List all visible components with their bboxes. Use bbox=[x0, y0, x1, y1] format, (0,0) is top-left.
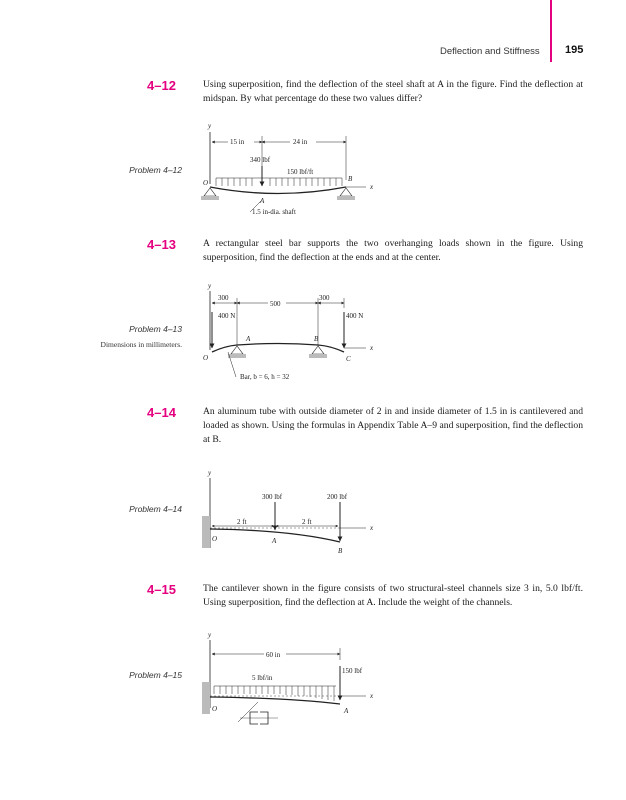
load-340lbf: 340 lbf bbox=[250, 156, 271, 164]
point-b-label: B bbox=[314, 335, 319, 343]
dim-15in: 15 in bbox=[230, 138, 245, 146]
problem-4-13-text: A rectangular steel bar supports the two overhanging loads shown in the figure. Using superposition, find the deflection at the ends and at the center. bbox=[203, 238, 583, 263]
x-axis-label: x bbox=[370, 183, 374, 191]
problem-4-14-text: An aluminum tube with outside diameter of 2 in and inside diameter of 1.5 in is cantilevered and loaded as shown. Using the formulas in Appendix Table A–9 and superposition, find the deflection at B. bbox=[203, 406, 583, 445]
dim-300-right: 300 bbox=[319, 294, 330, 302]
point-a-label: A bbox=[344, 707, 349, 715]
dist-load-label: 5 lbf/in bbox=[252, 674, 273, 682]
page-number: 195 bbox=[565, 44, 584, 56]
origin-label: O bbox=[212, 535, 218, 543]
point-a-label: A bbox=[260, 197, 265, 205]
point-c-label: C bbox=[346, 355, 351, 363]
dim-500: 500 bbox=[270, 300, 281, 308]
dim-60in: 60 in bbox=[266, 651, 281, 659]
problem-4-15-label: Problem 4–15 bbox=[129, 670, 182, 680]
point-a-label: A bbox=[246, 335, 251, 343]
dim-2ft-right: 2 ft bbox=[302, 518, 312, 526]
origin-label: O bbox=[203, 179, 209, 187]
x-axis-label: x bbox=[370, 344, 374, 352]
problem-4-13-sublabel: Dimensions in millimeters. bbox=[100, 340, 182, 349]
origin-label: O bbox=[203, 354, 209, 362]
problem-4-15-number: 4–15 bbox=[147, 582, 176, 597]
point-b-label: B bbox=[338, 547, 343, 555]
load-left-label: 400 N bbox=[218, 312, 236, 320]
shaft-label: 1.5 in-dia. shaft bbox=[252, 208, 296, 216]
problem-4-12-label: Problem 4–12 bbox=[129, 165, 182, 175]
load-300lbf: 300 lbf bbox=[262, 493, 283, 501]
y-axis-label: y bbox=[208, 282, 212, 290]
x-axis-label: x bbox=[370, 692, 374, 700]
dim-24in: 24 in bbox=[293, 138, 308, 146]
problem-4-15-text: The cantilever shown in the figure consists of two structural-steel channels size 3 in, 5.0 lbf/ft. Using superposition, find the deflection at A. Include the weight of the channels. bbox=[203, 583, 583, 608]
dist-load-label: 150 lbf/ft bbox=[287, 168, 314, 176]
wall bbox=[202, 682, 210, 714]
point-a-label: A bbox=[272, 537, 277, 545]
deflected-beam bbox=[210, 697, 340, 704]
problem-4-14-label: Problem 4–14 bbox=[129, 504, 182, 514]
y-axis-label: y bbox=[208, 631, 212, 639]
y-axis-label: y bbox=[208, 469, 212, 477]
origin-label: O bbox=[212, 705, 218, 713]
problem-4-13-number: 4–13 bbox=[147, 237, 176, 252]
running-head-title: Deflection and Stiffness bbox=[440, 46, 540, 57]
x-axis-label: x bbox=[370, 524, 374, 532]
y-axis-label: y bbox=[208, 122, 212, 130]
load-right-label: 400 N bbox=[346, 312, 364, 320]
point-b-label: B bbox=[348, 175, 353, 183]
problem-4-12-number: 4–12 bbox=[147, 78, 176, 93]
bar-label: Bar, b = 6, h = 32 bbox=[240, 373, 290, 381]
problem-4-13-label: Problem 4–13 bbox=[129, 324, 182, 334]
dim-300-left: 300 bbox=[218, 294, 229, 302]
channel-section-icon bbox=[240, 712, 278, 724]
load-200lbf: 200 lbf bbox=[327, 493, 348, 501]
dim-2ft-left: 2 ft bbox=[237, 518, 247, 526]
problem-4-14-number: 4–14 bbox=[147, 405, 176, 420]
load-150lbf: 150 lbf bbox=[342, 667, 363, 675]
problem-4-12-text: Using superposition, find the deflection of the steel shaft at A in the figure. Find the deflection at midspan. By what percentage do these two values differ? bbox=[203, 79, 583, 104]
